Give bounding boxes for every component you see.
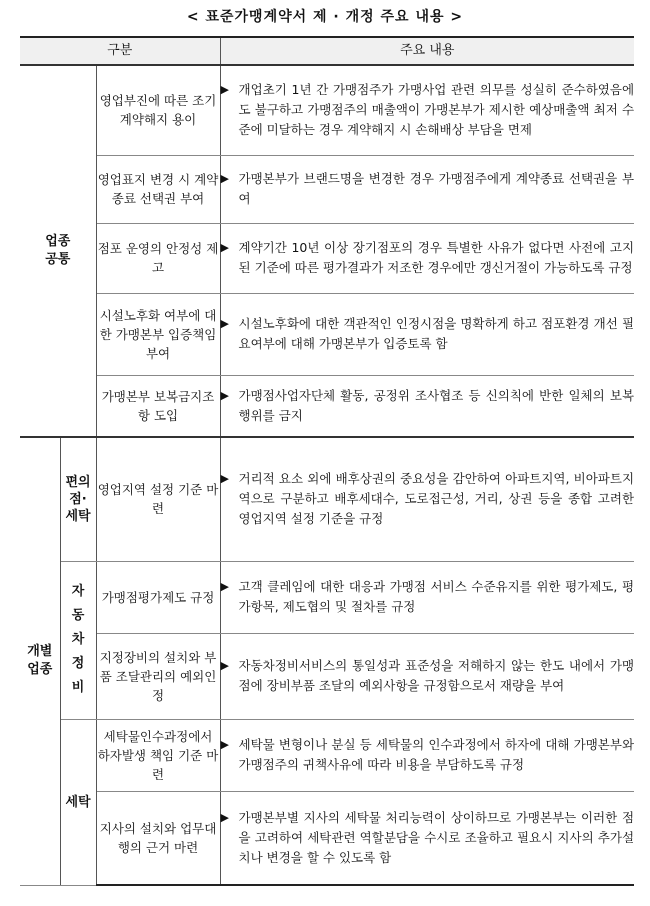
row-item: 지사의 설치와 업무대행의 근거 마련	[96, 791, 220, 885]
row-text: 가맹본부별 지사의 세탁물 처리능력이 상이하므로 가맹본부는 이러한 점을 고려하여 세탁관련 역할분담을 수시로 조율하고 필요시 지사의 추가설치나 변경을 할 수 있도록 함	[238, 809, 635, 865]
row-text: 거리적 요소 외에 배후상권의 중요성을 감안하여 아파트지역, 비아파트지역으로 구분하고 배후세대수, 도로접근성, 거리, 상권 등을 종합 고려한 영업지역 설정 기준을 규정	[238, 471, 635, 527]
right-triangle-icon: ▶	[220, 738, 229, 751]
row-content	[220, 633, 634, 719]
table-row	[20, 719, 634, 791]
table-row	[20, 561, 634, 633]
row-item: 영업지역 설정 기준 마련	[96, 437, 220, 561]
right-triangle-icon: ▶	[220, 580, 229, 593]
subgroup-label-auto: 자 동 차 정 비	[60, 561, 96, 719]
row-item: 영업부진에 따른 조기 계약해지 용이	[96, 65, 220, 155]
row-item: 지정장비의 설치와 부품 조달관리의 예외인정	[96, 633, 220, 719]
right-triangle-icon: ▶	[220, 241, 229, 254]
row-item: 점포 운영의 안정성 제고	[96, 223, 220, 293]
row-item: 영업표지 변경 시 계약종료 선택권 부여	[96, 155, 220, 223]
row-item: 가맹점평가제도 규정	[96, 561, 220, 633]
row-text: 계약기간 10년 이상 장기점포의 경우 특별한 사유가 없다면 사전에 고지된 기준에 따른 평가결과가 저조한 경우에만 갱신거절이 가능하도록 규정	[238, 240, 635, 275]
right-triangle-icon: ▶	[220, 83, 229, 97]
group-label-common: 업종 공통	[20, 65, 96, 437]
subgroup-label-convenience: 편의 점· 세탁	[60, 437, 96, 561]
revision-table	[20, 36, 634, 886]
row-content	[220, 375, 634, 437]
right-triangle-icon: ▶	[220, 810, 229, 824]
right-triangle-icon: ▶	[220, 388, 229, 402]
header-content: 주요 내용	[220, 37, 634, 65]
row-item: 가맹본부 보복금지조항 도입	[96, 375, 220, 437]
table-row	[20, 293, 634, 375]
row-content	[220, 65, 634, 155]
right-triangle-icon: ▶	[220, 317, 229, 330]
row-content	[220, 719, 634, 791]
row-text: 개업초기 1년 간 가맹점주가 가맹사업 관련 의무를 성실히 준수하였음에도 불구하고 가맹점주의 매출액이 가맹본부가 제시한 예상매출액 최저 수준에 미달하는 경우 계약해지 시 손해배상 부담을 면제	[238, 82, 635, 138]
row-content	[220, 437, 634, 561]
right-triangle-icon: ▶	[220, 472, 229, 486]
row-text: 가맹점사업자단체 활동, 공정위 조사협조 등 신의칙에 반한 일체의 보복행위를 금지	[238, 387, 635, 423]
row-text: 자동차정비서비스의 통일성과 표준성을 저해하지 않는 한도 내에서 가맹점에 장비부품 조달의 예외사항을 규정함으로서 재량을 부여	[238, 658, 635, 693]
row-content	[220, 223, 634, 293]
row-text: 가맹본부가 브랜드명을 변경한 경우 가맹점주에게 계약종료 선택권을 부여	[238, 171, 635, 206]
document-title: < 표준가맹계약서 제 · 개정 주요 내용 >	[186, 9, 464, 25]
table-row	[20, 437, 634, 561]
header-category: 구분	[20, 37, 220, 65]
row-content	[220, 561, 634, 633]
row-text: 세탁물 변형이나 분실 등 세탁물의 인수과정에서 하자에 대해 가맹본부와 가맹점주의 귀책사유에 따라 비용을 부담하도록 규정	[238, 737, 635, 772]
row-item: 세탁물인수과정에서 하자발생 책임 기준 마련	[96, 719, 220, 791]
table-row	[20, 65, 634, 155]
right-triangle-icon: ▶	[220, 659, 229, 672]
row-text: 고객 클레임에 대한 대응과 가맹점 서비스 수준유지를 위한 평가제도, 평가항목, 제도협의 및 절차를 규정	[238, 579, 635, 614]
table-row	[20, 633, 634, 719]
header-row	[20, 37, 634, 65]
right-triangle-icon: ▶	[220, 172, 229, 185]
row-content	[220, 155, 634, 223]
table-row	[20, 791, 634, 885]
row-item: 시설노후화 여부에 대한 가맹본부 입증책임 부여	[96, 293, 220, 375]
row-content	[220, 293, 634, 375]
table-row	[20, 375, 634, 437]
row-content	[220, 791, 634, 885]
subgroup-label-laundry: 세탁	[60, 719, 96, 885]
group-label-specific: 개별 업종	[20, 437, 60, 885]
table-row	[20, 155, 634, 223]
table-row	[20, 223, 634, 293]
row-text: 시설노후화에 대한 객관적인 인정시점을 명확하게 하고 점포환경 개선 필요여부에 대해 가맹본부가 입증토록 함	[238, 316, 635, 351]
